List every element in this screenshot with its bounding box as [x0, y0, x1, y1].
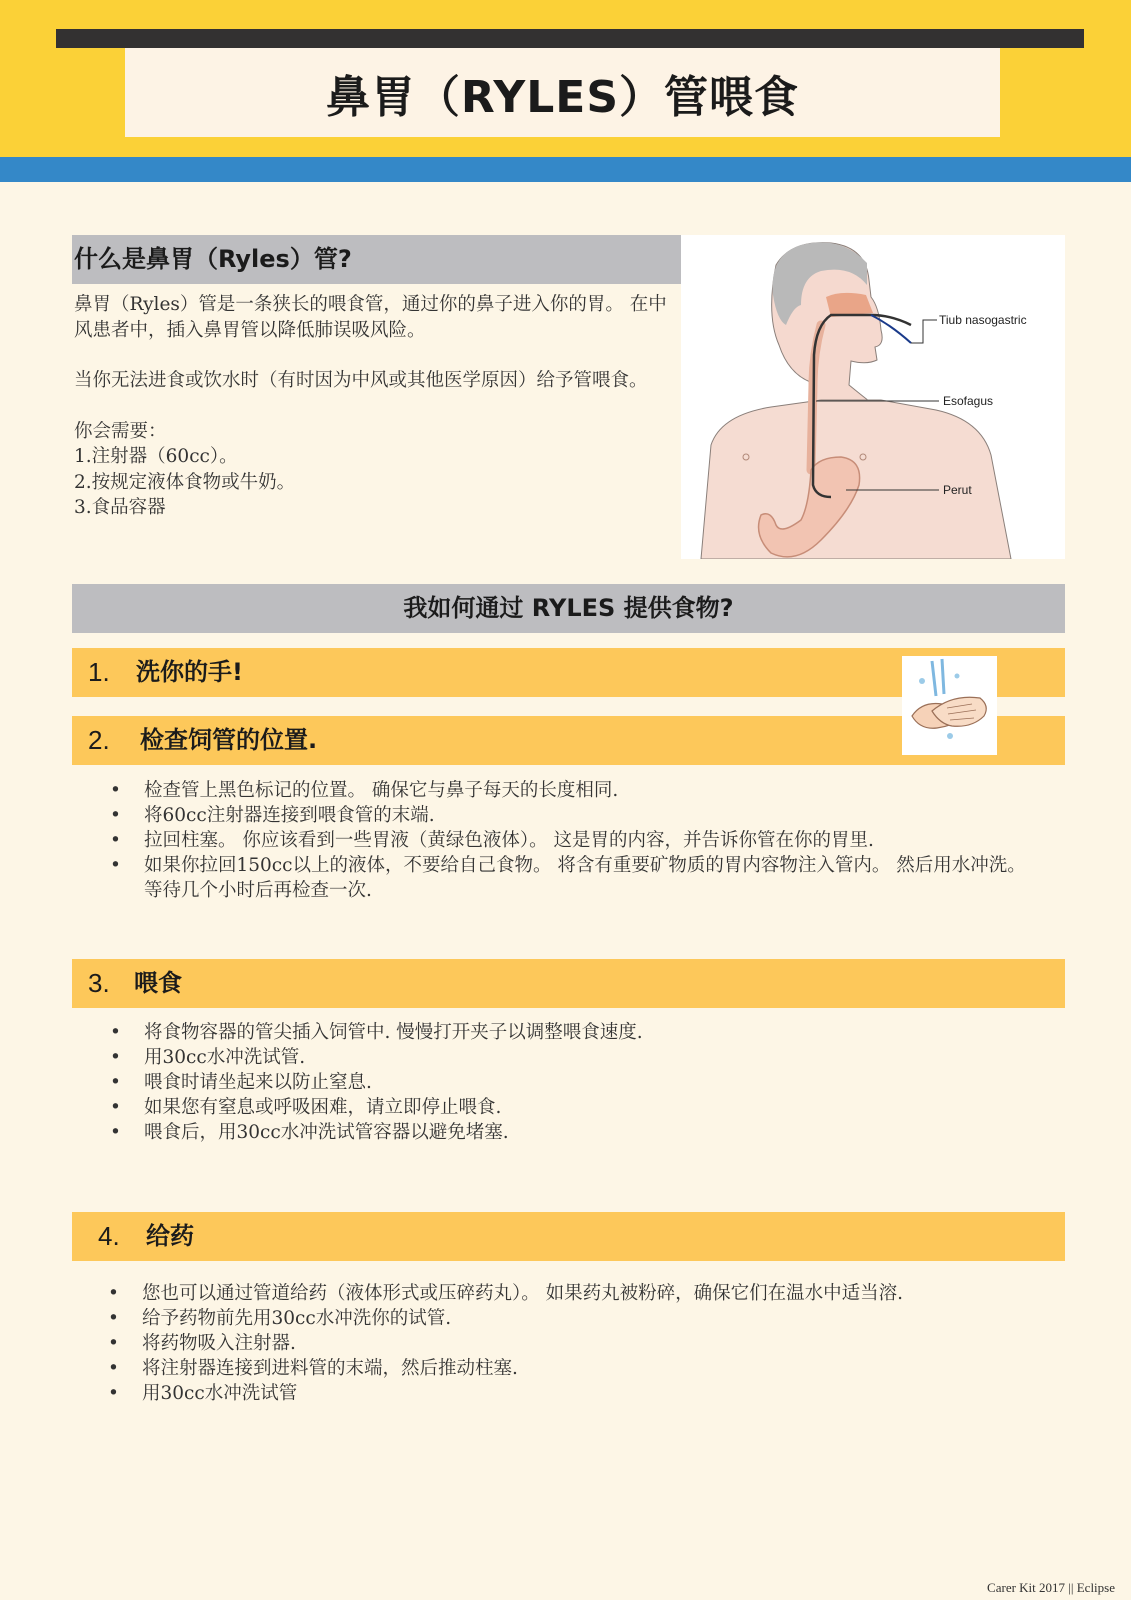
list-item: • 将药物吸入注射器. — [108, 1331, 903, 1356]
step-number: 1. — [88, 657, 110, 687]
needs-item: 3.食品容器 — [74, 497, 166, 518]
step-3-bullets — [110, 1020, 643, 1145]
step-number: 2. — [88, 725, 110, 755]
header-dark-bar — [56, 29, 1084, 48]
nasogastric-tube-diagram — [681, 235, 1065, 559]
step-number: 3. — [88, 968, 110, 998]
nasal-cavity — [826, 293, 873, 317]
step-label: 给药 — [146, 1222, 194, 1250]
step-3-bar — [72, 959, 1065, 1008]
needs-item: 2.按规定液体食物或牛奶。 — [74, 471, 296, 493]
water-drop — [919, 678, 925, 684]
list-item: • 用30cc水冲洗试管 — [108, 1381, 903, 1406]
step-label: 检查饲管的位置. — [140, 726, 318, 754]
list-item: • 如果你拉回150cc以上的液体，不要给自己食物。 将含有重要矿物质的胃内容物注入管内。 然后用水冲洗。 等待几个小时后再检查一次. — [110, 853, 1050, 903]
step-number: 4. — [98, 1221, 120, 1251]
title-box — [125, 48, 1000, 137]
list-item: • 将注射器连接到进料管的末端，然后推动柱塞. — [108, 1356, 903, 1381]
header-blue-band — [0, 157, 1131, 182]
intro-text — [74, 292, 674, 521]
list-item: • 将60cc注射器连接到喂食管的末端. — [110, 803, 1050, 828]
water-stream — [932, 659, 944, 696]
label-stomach: Perut — [943, 483, 972, 497]
intro-paragraph-2: 当你无法进食或饮水时（有时因为中风或其他医学原因）给予管喂食。 — [74, 370, 648, 391]
howto-heading: 我如何通过 RYLES 提供食物? — [72, 584, 1065, 633]
list-item: • 喂食后，用30cc水冲洗试管容器以避免堵塞. — [110, 1120, 643, 1145]
footer-credit: Carer Kit 2017 || Eclipse — [987, 1580, 1115, 1595]
list-item: • 将食物容器的管尖插入饲管中. 慢慢打开夹子以调整喂食速度. — [110, 1020, 643, 1045]
tube-leader — [911, 320, 937, 343]
step-label: 洗你的手! — [136, 658, 243, 686]
needs-title: 你会需要： — [74, 420, 167, 442]
list-item: • 您也可以通过管道给药（液体形式或压碎药丸）。 如果药丸被粉碎，确保它们在温水中适当溶. — [108, 1281, 903, 1306]
label-tube: Tiub nasogastric — [939, 313, 1027, 327]
section-what-is-heading: 什么是鼻胃（Ryles）管? — [72, 235, 683, 284]
water-drop — [947, 733, 953, 739]
step-2-bullets — [110, 778, 1050, 903]
handwashing-illustration — [902, 656, 997, 755]
list-item: • 用30cc水冲洗试管. — [110, 1045, 643, 1070]
step-label: 喂食 — [134, 969, 182, 997]
needs-item: 1.注射器（60cc）。 — [74, 446, 238, 467]
intro-paragraph-1: 鼻胃（Ryles）管是一条狭长的喂食管，通过你的鼻子进入你的胃。 在中风患者中，插入鼻胃管以降低肺误吸风险。 — [74, 294, 667, 341]
list-item: • 给予药物前先用30cc水冲洗你的试管. — [108, 1306, 903, 1331]
list-item: • 拉回柱塞。 你应该看到一些胃液（黄绿色液体）。 这是胃的内容，并告诉你管在你的胃里. — [110, 828, 1050, 853]
list-item: • 如果您有窒息或呼吸困难，请立即停止喂食. — [110, 1095, 643, 1120]
label-esophagus: Esofagus — [943, 394, 994, 408]
list-item: • 检查管上黑色标记的位置。 确保它与鼻子每天的长度相同. — [110, 778, 1050, 803]
step-4-bullets — [108, 1281, 903, 1406]
needs-list — [74, 419, 674, 521]
list-item: • 喂食时请坐起来以防止窒息. — [110, 1070, 643, 1095]
page-title: 鼻胃（RYLES）管喂食 — [325, 71, 800, 123]
water-drop — [955, 674, 960, 679]
step-4-bar — [72, 1212, 1065, 1261]
